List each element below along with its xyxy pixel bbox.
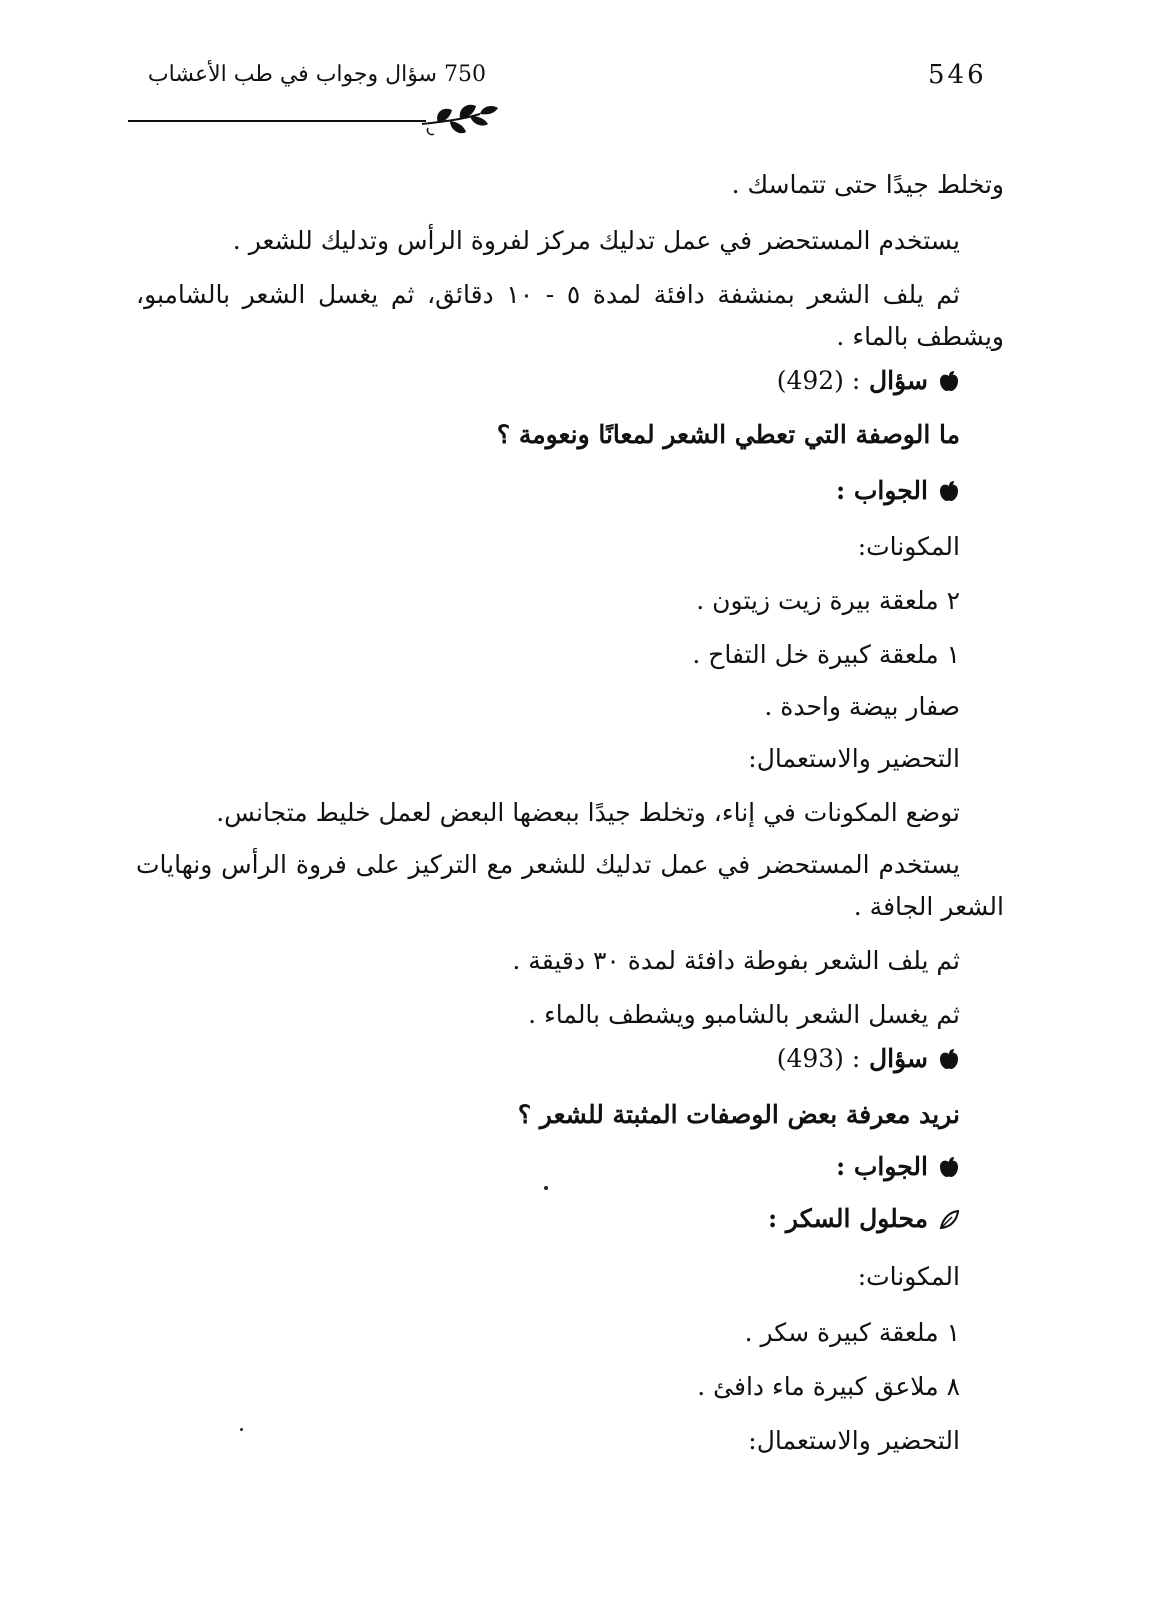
page-number: 546 [928, 60, 987, 90]
text-line: ثم يغسل الشعر بالشامبو ويشطف بالماء . [528, 1000, 960, 1029]
ingredient-item: ٢ ملعقة بيرة زيت زيتون . [696, 586, 960, 615]
text-line: ثم يلف الشعر بمنشفة دافئة لمدة ٥ - ١٠ دقائق، ثم يغسل الشعر بالشامبو، [136, 280, 960, 309]
text-line: وتخلط جيدًا حتى تتماسك . [731, 170, 1004, 199]
text-line: الشعر الجافة . [853, 892, 1004, 921]
text-line: يستخدم المستحضر في عمل تدليك مركز لفروة الرأس وتدليك للشعر . [232, 226, 960, 255]
apple-icon [938, 364, 960, 398]
ingredient-item: صفار بيضة واحدة . [764, 692, 960, 721]
question-label: سؤال [869, 366, 928, 395]
ingredient-item: ٨ ملاعق كبيرة ماء دافئ . [697, 1372, 960, 1401]
scan-speck [240, 1428, 243, 1431]
answer-heading [836, 1150, 960, 1184]
section-label: المكونات: [857, 1262, 960, 1291]
question-text: نريد معرفة بعض الوصفات المثبتة للشعر ؟ [517, 1100, 960, 1129]
subheading-label: محلول السكر : [768, 1204, 928, 1233]
ingredient-item: ١ ملعقة كبيرة سكر . [744, 1318, 960, 1347]
apple-icon [938, 1042, 960, 1076]
leaf-ornament-icon [420, 100, 502, 140]
text-line: توضع المكونات في إناء، وتخلط جيدًا ببعضها البعض لعمل خليط متجانس. [216, 798, 960, 827]
running-title: 750 سؤال وجواب في طب الأعشاب [147, 62, 486, 87]
answer-label: الجواب : [835, 476, 928, 505]
scan-speck [544, 1186, 548, 1190]
text-line: يستخدم المستحضر في عمل تدليك للشعر مع التركيز على فروة الرأس ونهايات [136, 850, 960, 879]
answer-label: الجواب : [835, 1152, 928, 1181]
question-text: ما الوصفة التي تعطي الشعر لمعانًا ونعومة ؟ [496, 420, 960, 449]
leaf-icon [938, 1202, 960, 1236]
question-heading [777, 1042, 960, 1076]
text-line: ثم يلف الشعر بفوطة دافئة لمدة ٣٠ دقيقة . [512, 946, 960, 975]
answer-heading [836, 474, 960, 508]
section-label: التحضير والاستعمال: [748, 744, 960, 773]
question-number: (493) : [776, 1044, 861, 1073]
text-line: ويشطف بالماء . [836, 322, 1004, 351]
question-number: (492) : [776, 366, 861, 395]
question-label: سؤال [869, 1044, 928, 1073]
section-label: المكونات: [857, 532, 960, 561]
subheading [768, 1202, 960, 1236]
ingredient-item: ١ ملعقة كبيرة خل التفاح . [692, 640, 960, 669]
apple-icon [938, 474, 960, 508]
section-label: التحضير والاستعمال: [748, 1426, 960, 1455]
question-heading [777, 364, 960, 398]
header-rule [128, 120, 426, 122]
apple-icon [938, 1150, 960, 1184]
